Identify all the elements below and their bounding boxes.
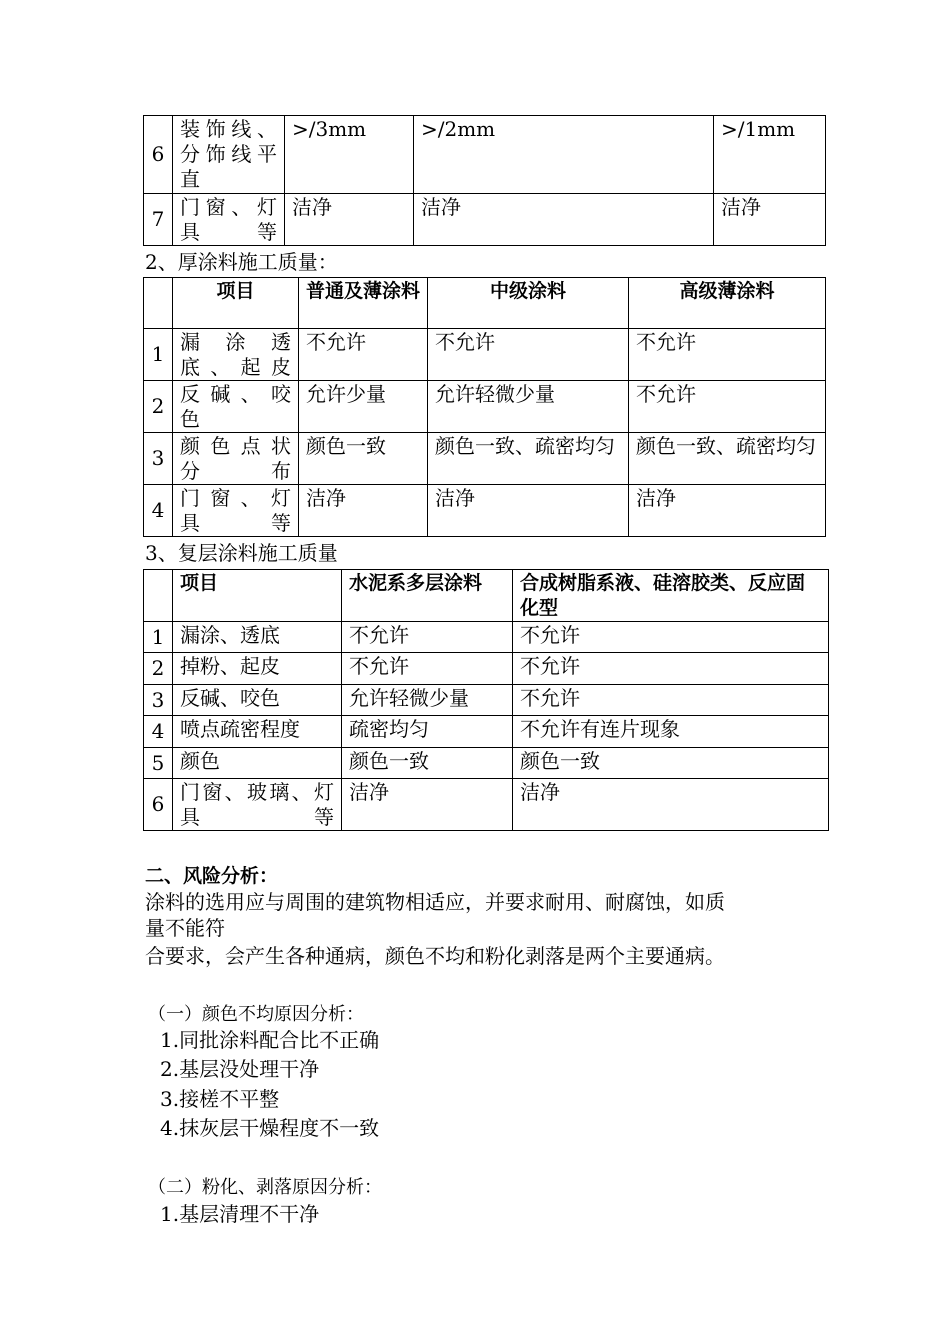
- value-cell: 不允许: [513, 685, 829, 716]
- value-cell: 不允许: [299, 329, 428, 381]
- header-item: 项目: [173, 278, 299, 329]
- value-cell: 不允许: [513, 622, 829, 653]
- item-cell: 漏 涂 透 底、起皮: [173, 329, 299, 381]
- list-item: 3.接槎不平整: [160, 1087, 280, 1111]
- row-number: 4: [144, 716, 173, 748]
- value-cell: >/2mm: [414, 116, 714, 194]
- table-row: [144, 485, 826, 537]
- header-synthetic-resin: 合成树脂系液、硅溶胶类、反应固化型: [513, 570, 829, 622]
- item-cell: 颜色: [173, 748, 342, 779]
- value-cell: 不允许: [342, 653, 513, 685]
- value-cell: >/1mm: [714, 116, 826, 194]
- row-number: 4: [144, 485, 173, 537]
- section-3-title: 3、复层涂料施工质量: [145, 541, 338, 565]
- value-cell: 颜色一致、疏密均匀: [629, 433, 826, 485]
- value-cell: 允许轻微少量: [342, 685, 513, 716]
- value-cell: 洁净: [714, 194, 826, 246]
- value-cell: 洁净: [414, 194, 714, 246]
- header-blank: [144, 570, 173, 622]
- row-number: 7: [144, 194, 173, 246]
- subsection-heading: （一）颜色不均原因分析：: [148, 1004, 364, 1025]
- header-cement: 水泥系多层涂料: [342, 570, 513, 622]
- value-cell: 不允许: [629, 329, 826, 381]
- value-cell: 颜色一致、疏密均匀: [428, 433, 629, 485]
- table-row: [144, 748, 829, 779]
- table-header-row: [144, 570, 829, 622]
- table-row: [144, 381, 826, 433]
- row-number: 5: [144, 748, 173, 779]
- row-number: 3: [144, 685, 173, 716]
- row-number: 1: [144, 622, 173, 653]
- list-item: 4.抹灰层干燥程度不一致: [160, 1116, 380, 1140]
- value-cell: 不允许有连片现象: [513, 716, 829, 748]
- table-row: [144, 329, 826, 381]
- table-continuation: [143, 115, 826, 246]
- row-number: 6: [144, 116, 173, 194]
- value-cell: 不允许: [629, 381, 826, 433]
- item-cell: 反碱、咬色: [173, 685, 342, 716]
- value-cell: 颜色一致: [299, 433, 428, 485]
- table-row: [144, 716, 829, 748]
- item-cell: 装饰线、分饰线平直: [173, 116, 285, 194]
- table-row: [144, 685, 829, 716]
- table-row: [144, 779, 829, 831]
- paragraph-line: 量不能符: [145, 916, 225, 940]
- risk-analysis-heading: 二、风险分析：: [145, 865, 279, 887]
- item-cell: 门窗、灯具等: [173, 194, 285, 246]
- item-cell: 门 窗 、 灯 具等: [173, 485, 299, 537]
- header-standard: 普通及薄涂料: [299, 278, 428, 329]
- table-row: [144, 194, 826, 246]
- value-cell: 允许少量: [299, 381, 428, 433]
- item-cell: 颜 色 点 状 分布: [173, 433, 299, 485]
- value-cell: 允许轻微少量: [428, 381, 629, 433]
- value-cell: 不允许: [428, 329, 629, 381]
- thick-coating-quality-table: [143, 277, 826, 537]
- row-number: 2: [144, 653, 173, 685]
- table-header-row: [144, 278, 826, 329]
- header-item: 项目: [173, 570, 342, 622]
- row-number: 2: [144, 381, 173, 433]
- value-cell: 不允许: [513, 653, 829, 685]
- value-cell: 洁净: [428, 485, 629, 537]
- table-row: [144, 653, 829, 685]
- paragraph-line: 涂料的选用应与周围的建筑物相适应，并要求耐用、耐腐蚀，如质: [145, 890, 725, 914]
- value-cell: 洁净: [513, 779, 829, 831]
- item-cell: 喷点疏密程度: [173, 716, 342, 748]
- list-item: 1.同批涂料配合比不正确: [160, 1028, 380, 1052]
- value-cell: 不允许: [342, 622, 513, 653]
- value-cell: 洁净: [299, 485, 428, 537]
- subsection-heading: （二）粉化、剥落原因分析：: [148, 1177, 382, 1198]
- list-item: 1.基层清理不干净: [160, 1202, 320, 1226]
- header-blank: [144, 278, 173, 329]
- item-cell: 门窗、玻璃、灯具等: [173, 779, 342, 831]
- table-row: [144, 116, 826, 194]
- item-cell: 反 碱 、 咬 色: [173, 381, 299, 433]
- value-cell: 疏密均匀: [342, 716, 513, 748]
- value-cell: 洁净: [285, 194, 414, 246]
- item-cell: 漏涂、透底: [173, 622, 342, 653]
- row-number: 3: [144, 433, 173, 485]
- item-cell: 掉粉、起皮: [173, 653, 342, 685]
- table-row: [144, 622, 829, 653]
- multi-layer-coating-quality-table: [143, 569, 829, 831]
- header-intermediate: 中级涂料: [428, 278, 629, 329]
- row-number: 6: [144, 779, 173, 831]
- value-cell: >/3mm: [285, 116, 414, 194]
- value-cell: 颜色一致: [342, 748, 513, 779]
- section-2-title: 2、厚涂料施工质量：: [145, 250, 338, 274]
- table-row: [144, 433, 826, 485]
- paragraph-line: 合要求，会产生各种通病，颜色不均和粉化剥落是两个主要通病。: [145, 944, 725, 968]
- row-number: 1: [144, 329, 173, 381]
- value-cell: 颜色一致: [513, 748, 829, 779]
- header-advanced: 高级薄涂料: [629, 278, 826, 329]
- value-cell: 洁净: [342, 779, 513, 831]
- value-cell: 洁净: [629, 485, 826, 537]
- list-item: 2.基层没处理干净: [160, 1057, 320, 1081]
